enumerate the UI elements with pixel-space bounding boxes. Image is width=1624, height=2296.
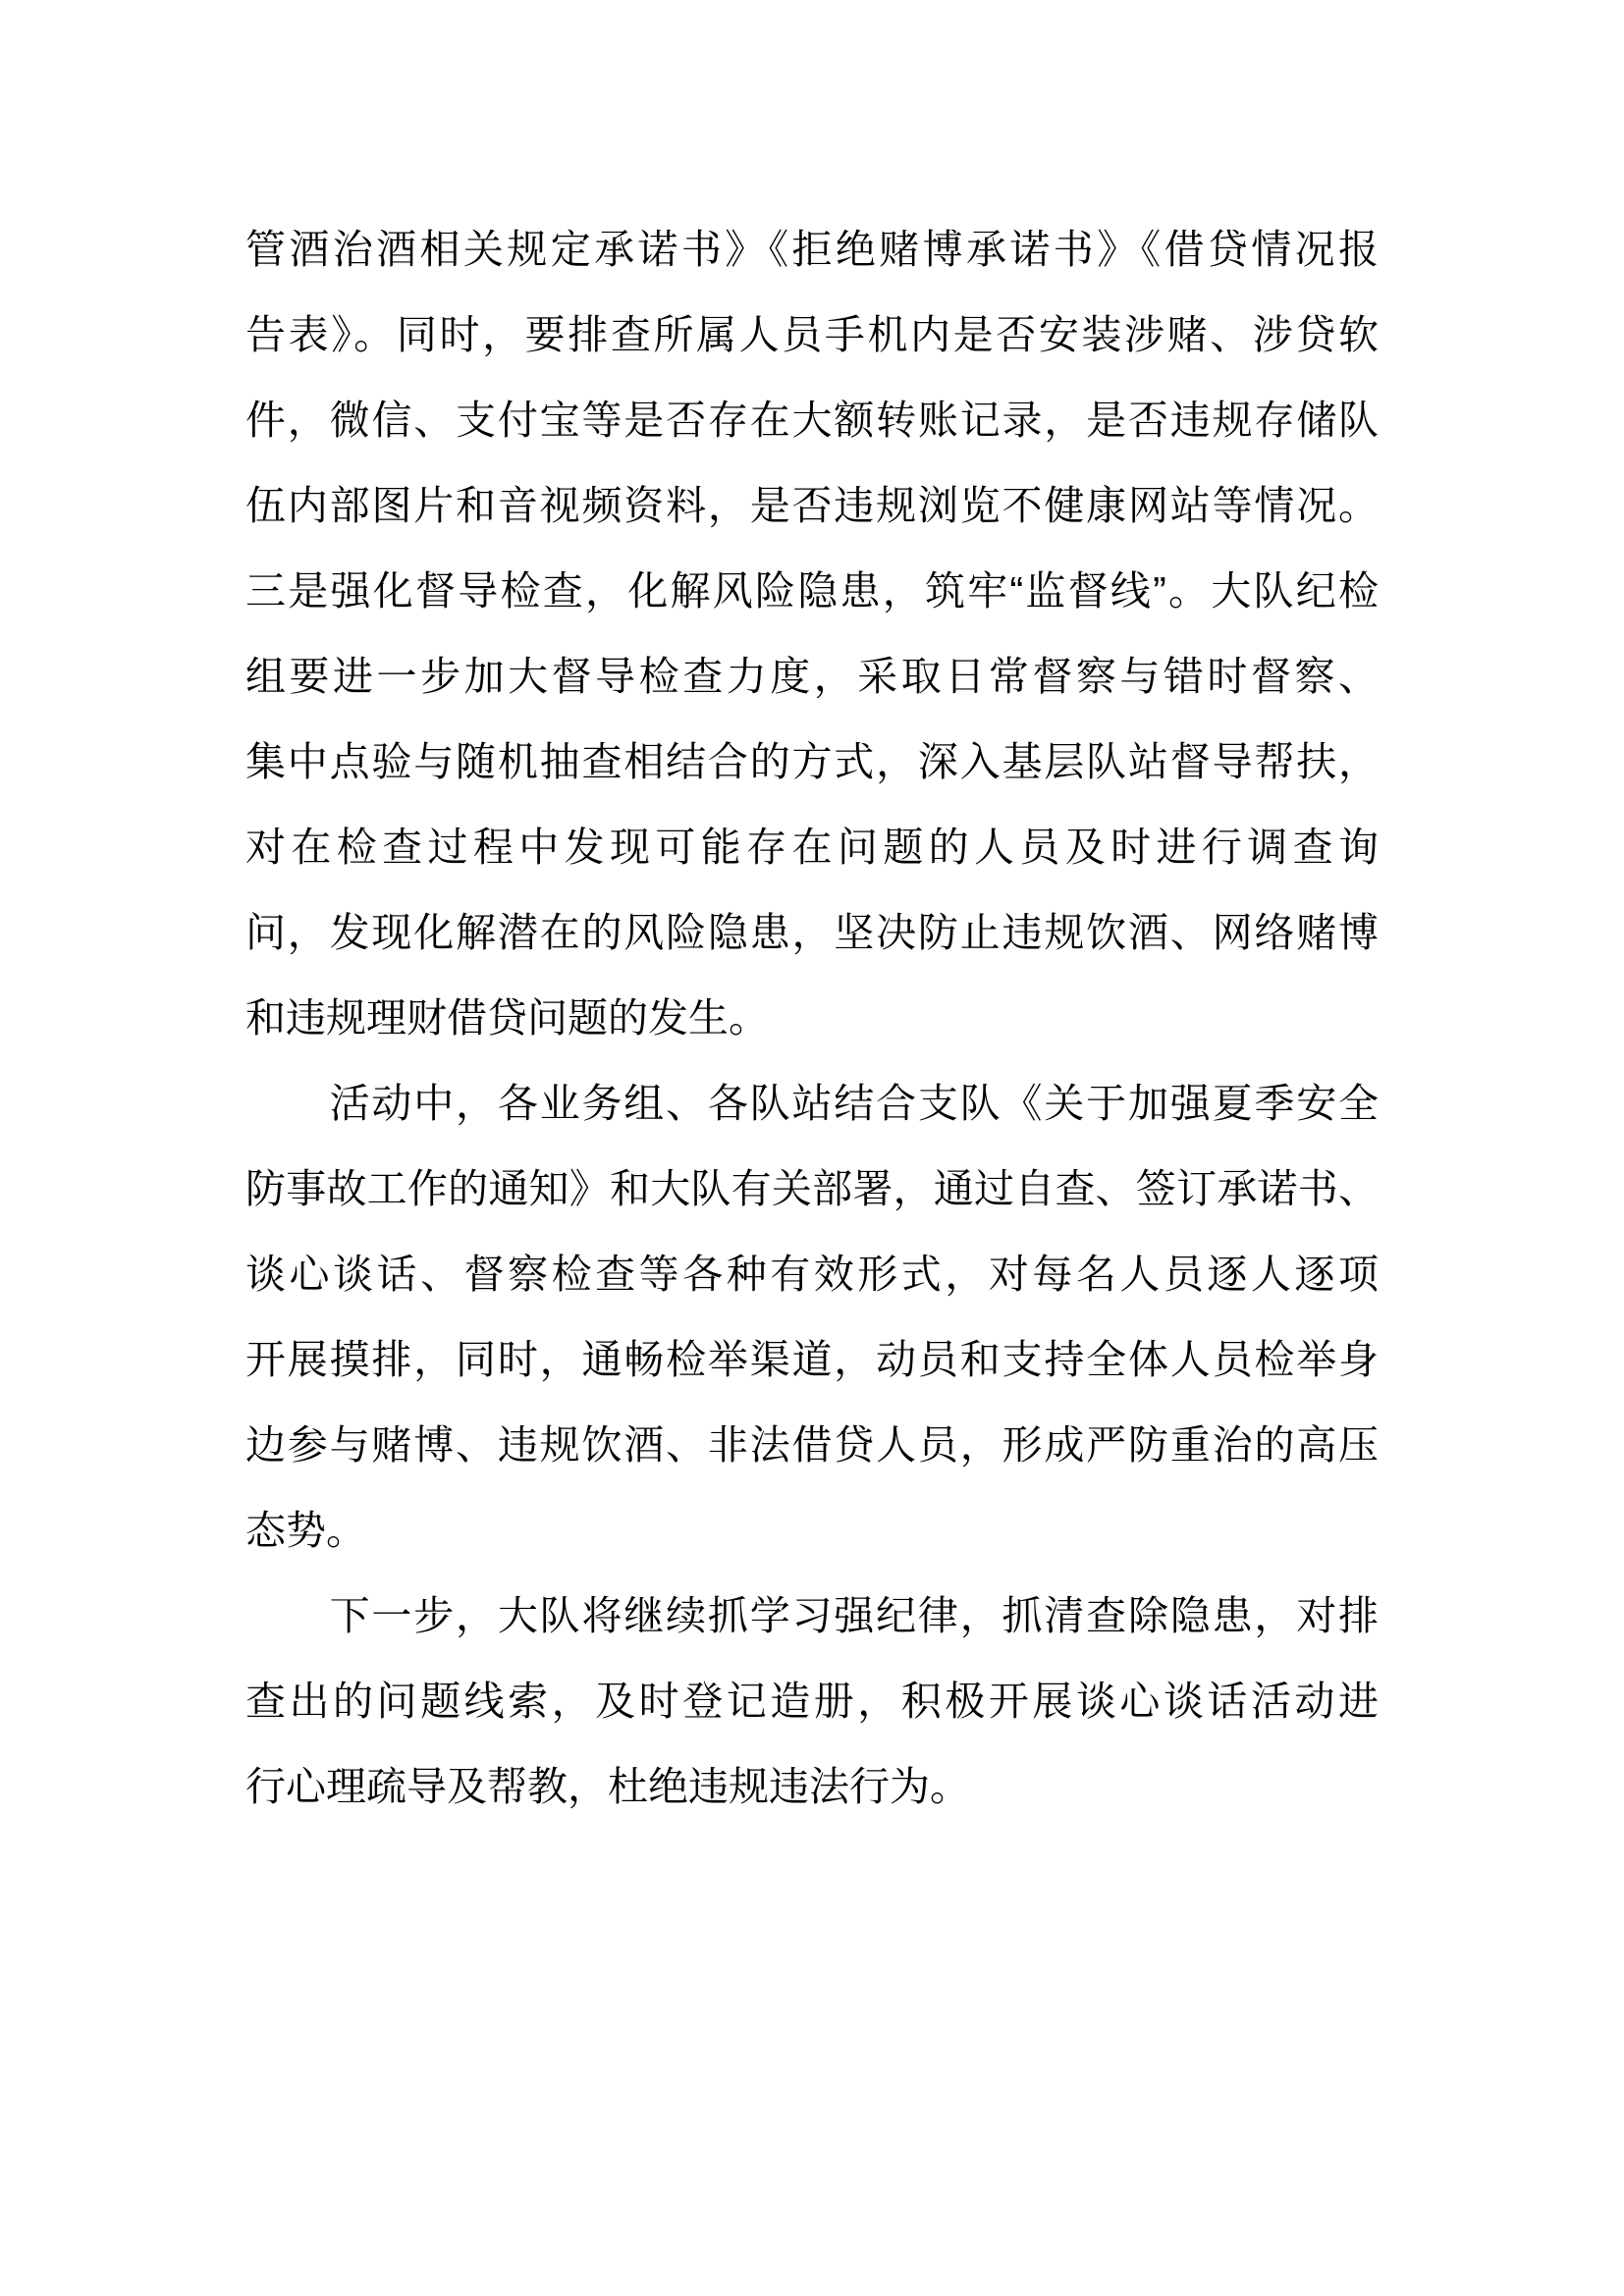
text-line: 防事故工作的通知》和大队有关部署，通过自查、签订承诺书、 [245,1166,1379,1211]
text-line: 对在检查过程中发现可能存在问题的人员及时进行调查询 [245,825,1379,870]
text-line: 集中点验与随机抽查相结合的方式，深入基层队站督导帮扶， [245,739,1379,784]
text-line: 活动中，各业务组、各队站结合支队《关于加强夏季安全 [245,1081,1379,1126]
text-line: 告表》。同时，要排查所属人员手机内是否安装涉赌、涉贷软 [245,312,1379,357]
text-line: 开展摸排，同时，通畅检举渠道，动员和支持全体人员检举身 [245,1337,1379,1382]
paragraph-3 [245,1574,1379,1830]
document-text [245,207,1379,1830]
text-line: 管酒治酒相关规定承诺书》《拒绝赌博承诺书》《借贷情况报 [245,227,1379,272]
text-line: 查出的问题线索，及时登记造册，积极开展谈心谈话活动进 [245,1679,1379,1724]
text-line: 行心理疏导及帮教，杜绝违规违法行为。 [245,1764,970,1809]
text-line: 下一步，大队将继续抓学习强纪律，抓清查除隐患，对排 [245,1593,1379,1638]
text-line: 问，发现化解潜在的风险隐患，坚决防止违规饮酒、网络赌博 [245,910,1379,955]
text-line: 件，微信、支付宝等是否存在大额转账记录，是否违规存储队 [245,398,1379,443]
text-line: 边参与赌博、违规饮酒、非法借贷人员，形成严防重治的高压 [245,1422,1379,1468]
paragraph-1 [245,207,1379,1061]
text-line: 伍内部图片和音视频资料，是否违规浏览不健康网站等情况。 [245,483,1379,528]
text-line: 谈心谈话、督察检查等各种有效形式，对每名人员逐人逐项 [245,1252,1379,1297]
text-line: 组要进一步加大督导检查力度，采取日常督察与错时督察、 [245,654,1379,699]
text-line: 和违规理财借贷问题的发生。 [245,995,769,1041]
text-line: 态势。 [245,1508,366,1553]
paragraph-2 [245,1061,1379,1574]
text-line: 三是强化督导检查，化解风险隐患，筑牢“监督线”。大队纪检 [245,568,1379,614]
